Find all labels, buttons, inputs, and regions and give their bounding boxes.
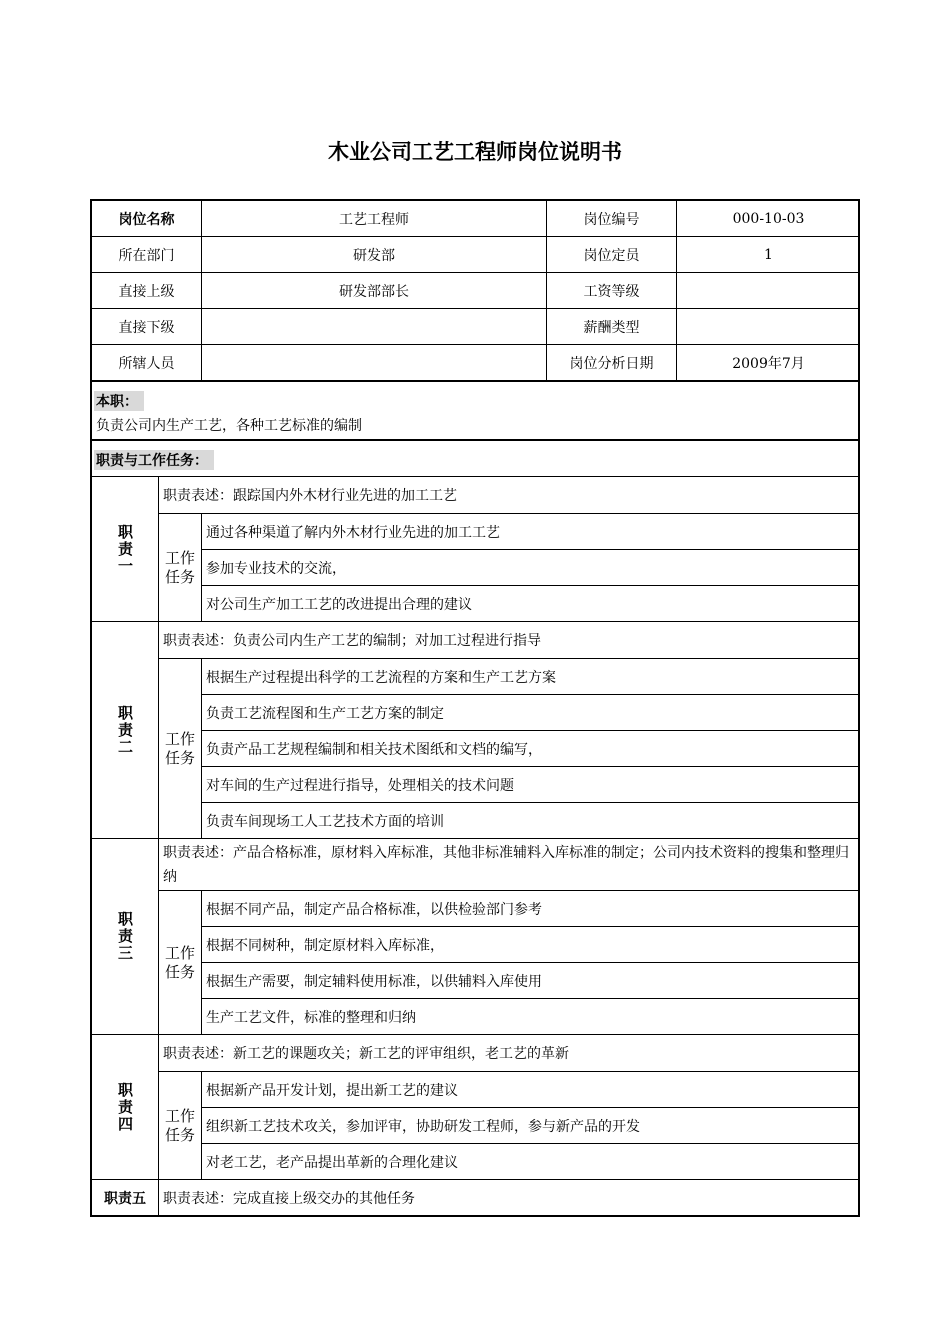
summary-text: 负责公司内生产工艺，各种工艺标准的编制 — [96, 418, 362, 434]
duty-3-task-label: 工作任务 — [159, 891, 202, 1035]
duty-2-task-3: 负责产品工艺规程编制和相关技术图纸和文档的编写， — [202, 731, 860, 767]
duty-3-name: 职责三 — [92, 839, 159, 1035]
page-title: 木业公司工艺工程师岗位说明书 — [328, 140, 622, 164]
duty-1-name: 职责一 — [92, 477, 159, 622]
info-label-position-code: 岗位编号 — [547, 201, 677, 237]
info-value-department: 研发部 — [202, 237, 547, 273]
duty-4-desc: 职责表述：新工艺的课题攻关；新工艺的评审组织，老工艺的革新 — [159, 1035, 860, 1072]
info-value-headcount: 1 — [677, 237, 860, 273]
info-label-salary-grade: 工资等级 — [547, 273, 677, 309]
duty-2-task-5: 负责车间现场工人工艺技术方面的培训 — [202, 803, 860, 839]
duties-header-label: 职责与工作任务： — [94, 450, 214, 470]
duty-2-task-label: 工作任务 — [159, 659, 202, 839]
info-label-subordinate: 直接下级 — [92, 309, 202, 345]
info-label-pay-type: 薪酬类型 — [547, 309, 677, 345]
info-label-analysis-date: 岗位分析日期 — [547, 345, 677, 382]
duty-3-task-4: 生产工艺文件，标准的整理和归纳 — [202, 999, 860, 1035]
info-value-pay-type — [677, 309, 860, 345]
info-value-position-name: 工艺工程师 — [202, 201, 547, 237]
duties-header — [92, 441, 860, 477]
duty-5-name: 职责五 — [92, 1180, 159, 1215]
duty-1-task-label: 工作任务 — [159, 514, 202, 622]
duty-3-desc: 职责表述：产品合格标准，原材料入库标准，其他非标准辅料入库标准的制定；公司内技术资料的搜集和整理归纳 — [159, 839, 860, 891]
duty-4-task-1: 根据新产品开发计划，提出新工艺的建议 — [202, 1072, 860, 1108]
duty-4-task-2: 组织新工艺技术攻关，参加评审，协助研发工程师，参与新产品的开发 — [202, 1108, 860, 1144]
duty-4-name: 职责四 — [92, 1035, 159, 1180]
info-value-staff — [202, 345, 547, 382]
duty-1-task-2: 参加专业技术的交流， — [202, 550, 860, 586]
duty-5-desc: 职责表述：完成直接上级交办的其他任务 — [163, 1190, 415, 1207]
info-label-superior: 直接上级 — [92, 273, 202, 309]
duty-1-desc: 职责表述：跟踪国内外木材行业先进的加工工艺 — [159, 477, 860, 514]
info-value-position-code: 000-10-03 — [677, 201, 860, 237]
duty-4-task-label: 工作任务 — [159, 1072, 202, 1180]
job-description-table — [90, 199, 860, 1217]
duty-3-task-3: 根据生产需要，制定辅料使用标准，以供辅料入库使用 — [202, 963, 860, 999]
summary-section — [92, 382, 860, 441]
info-label-position-name: 岗位名称 — [92, 201, 202, 237]
duty-2-task-4: 对车间的生产过程进行指导，处理相关的技术问题 — [202, 767, 860, 803]
info-label-headcount: 岗位定员 — [547, 237, 677, 273]
duty-1-task-1: 通过各种渠道了解内外木材行业先进的加工工艺 — [202, 514, 860, 550]
info-label-staff: 所辖人员 — [92, 345, 202, 382]
duty-2-task-1: 根据生产过程提出科学的工艺流程的方案和生产工艺方案 — [202, 659, 860, 695]
duty-2-desc: 职责表述：负责公司内生产工艺的编制；对加工过程进行指导 — [159, 622, 860, 659]
info-label-department: 所在部门 — [92, 237, 202, 273]
duty-3-task-2: 根据不同树种，制定原材料入库标准， — [202, 927, 860, 963]
duty-2-name: 职责二 — [92, 622, 159, 839]
info-value-superior: 研发部部长 — [202, 273, 547, 309]
duty-2-task-2: 负责工艺流程图和生产工艺方案的制定 — [202, 695, 860, 731]
info-value-salary-grade — [677, 273, 860, 309]
summary-label: 本职： — [94, 391, 144, 411]
duty-1-task-3: 对公司生产加工工艺的改进提出合理的建议 — [202, 586, 860, 622]
duty-4-task-3: 对老工艺，老产品提出革新的合理化建议 — [202, 1144, 860, 1180]
duty-3-task-1: 根据不同产品，制定产品合格标准，以供检验部门参考 — [202, 891, 860, 927]
info-value-subordinate — [202, 309, 547, 345]
info-value-analysis-date: 2009年7月 — [677, 345, 860, 382]
